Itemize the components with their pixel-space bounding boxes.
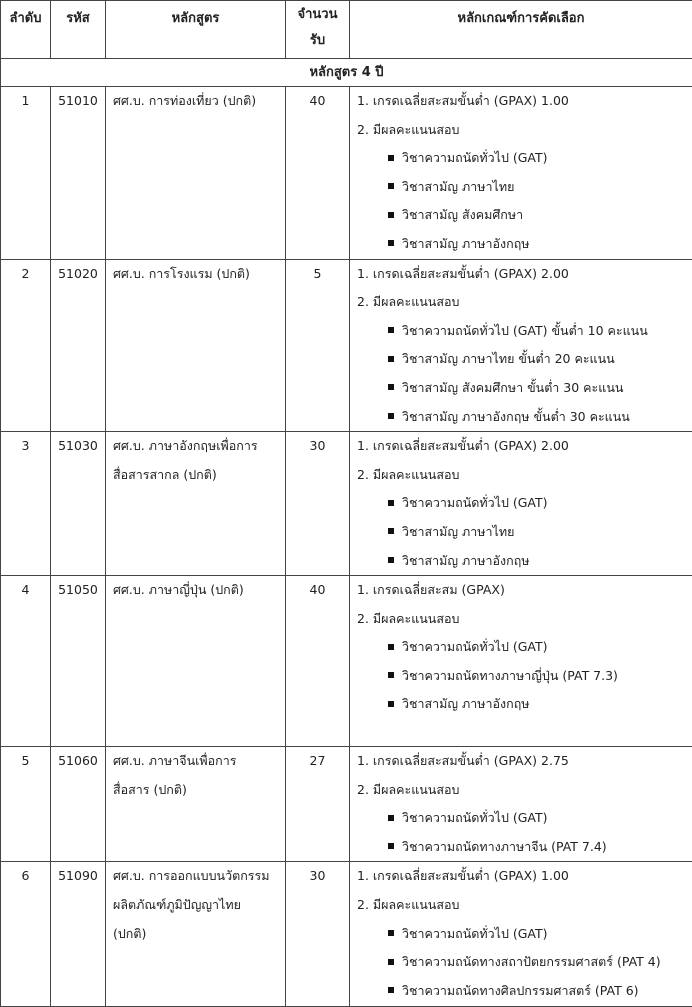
- criteria-gpax: 1. เกรดเฉลี่ยสะสม (GPAX): [357, 576, 692, 605]
- criteria-gpax: 1. เกรดเฉลี่ยสะสมขั้นต่ำ (GPAX) 2.75: [357, 747, 692, 776]
- table-row: [1, 87, 692, 260]
- criteria-subject: [357, 173, 692, 202]
- square-bullet-icon: [388, 672, 394, 678]
- table-row: [1, 259, 692, 432]
- subject-text: วิชาสามัญ ภาษาอังกฤษ: [402, 553, 530, 568]
- row-quota-text: 30: [286, 432, 349, 461]
- row-program: [106, 862, 286, 1007]
- square-bullet-icon: [388, 557, 394, 563]
- square-bullet-icon: [388, 327, 394, 333]
- subject-text: วิชาสามัญ ภาษาไทย: [402, 179, 514, 194]
- row-number: [1, 576, 51, 747]
- criteria-subject: [357, 547, 692, 576]
- row-criteria: [350, 259, 692, 432]
- criteria-exam: 2. มีผลคะแนนสอบ: [357, 776, 692, 805]
- subject-text: วิชาสามัญ สังคมศึกษา ขั้นต่ำ 30 คะแนน: [402, 380, 623, 395]
- header-program: หลักสูตร: [106, 1, 286, 59]
- row-quota-text: 40: [286, 576, 349, 605]
- criteria-subject: [357, 345, 692, 374]
- criteria-exam: 2. มีผลคะแนนสอบ: [357, 116, 692, 145]
- square-bullet-icon: [388, 212, 394, 218]
- row-code: [51, 259, 106, 432]
- row-code-text: 51060: [51, 747, 105, 776]
- row-code-text: 51090: [51, 862, 105, 891]
- program-line: (ปกติ): [113, 920, 285, 949]
- row-number: [1, 259, 51, 432]
- subject-text: วิชาความถนัดทั่วไป (GAT): [402, 926, 548, 941]
- criteria-exam: 2. มีผลคะแนนสอบ: [357, 605, 692, 634]
- row-number-text: 3: [1, 432, 50, 461]
- row-quota: [286, 862, 350, 1007]
- row-quota: [286, 259, 350, 432]
- criteria-exam: 2. มีผลคะแนนสอบ: [357, 288, 692, 317]
- square-bullet-icon: [388, 930, 394, 936]
- criteria-subject: [357, 920, 692, 949]
- program-line: ศศ.บ. ภาษาจีนเพื่อการ: [113, 747, 285, 776]
- subject-text: วิชาสามัญ สังคมศึกษา: [402, 207, 523, 222]
- program-line: สื่อสารสากล (ปกติ): [113, 461, 285, 490]
- row-number-text: 2: [1, 260, 50, 289]
- row-criteria: [350, 862, 692, 1007]
- row-number-text: 6: [1, 862, 50, 891]
- square-bullet-icon: [388, 843, 394, 849]
- row-number: [1, 862, 51, 1007]
- criteria-subject: [357, 374, 692, 403]
- row-number-text: 4: [1, 576, 50, 605]
- criteria-gpax: 1. เกรดเฉลี่ยสะสมขั้นต่ำ (GPAX) 2.00: [357, 432, 692, 461]
- row-quota: [286, 87, 350, 260]
- square-bullet-icon: [388, 356, 394, 362]
- square-bullet-icon: [388, 413, 394, 419]
- row-quota-text: 5: [286, 260, 349, 289]
- square-bullet-icon: [388, 155, 394, 161]
- row-quota: [286, 432, 350, 576]
- criteria-gpax: 1. เกรดเฉลี่ยสะสมขั้นต่ำ (GPAX) 1.00: [357, 862, 692, 891]
- subject-text: วิชาสามัญ ภาษาไทย: [402, 524, 514, 539]
- criteria-subject: [357, 690, 692, 719]
- square-bullet-icon: [388, 644, 394, 650]
- row-criteria: [350, 87, 692, 260]
- program-line: ศศ.บ. การท่องเที่ยว (ปกติ): [113, 87, 285, 116]
- row-code: [51, 432, 106, 576]
- square-bullet-icon: [388, 701, 394, 707]
- row-criteria: [350, 747, 692, 862]
- row-program: [106, 432, 286, 576]
- table-row: [1, 432, 692, 576]
- header-code: รหัส: [51, 1, 106, 59]
- header-quota-line1: จำนวน: [286, 5, 349, 25]
- row-number: [1, 432, 51, 576]
- square-bullet-icon: [388, 500, 394, 506]
- row-number: [1, 87, 51, 260]
- criteria-gpax: 1. เกรดเฉลี่ยสะสมขั้นต่ำ (GPAX) 1.00: [357, 87, 692, 116]
- criteria-subject: [357, 804, 692, 833]
- row-quota-text: 30: [286, 862, 349, 891]
- subject-text: วิชาสามัญ ภาษาไทย ขั้นต่ำ 20 คะแนน: [402, 351, 615, 366]
- row-quota-text: 27: [286, 747, 349, 776]
- program-line: ผลิตภัณฑ์ภูมิปัญญาไทย: [113, 891, 285, 920]
- square-bullet-icon: [388, 183, 394, 189]
- square-bullet-icon: [388, 528, 394, 534]
- row-code: [51, 87, 106, 260]
- row-code: [51, 747, 106, 862]
- row-code-text: 51020: [51, 260, 105, 289]
- subject-text: วิชาความถนัดทั่วไป (GAT): [402, 495, 548, 510]
- row-program: [106, 87, 286, 260]
- criteria-subject: [357, 201, 692, 230]
- table-row: [1, 862, 692, 1007]
- criteria-subject: [357, 144, 692, 173]
- row-quota: [286, 747, 350, 862]
- header-quota-line2: รับ: [286, 31, 349, 51]
- header-no: ลำดับ: [1, 1, 51, 59]
- subject-text: วิชาความถนัดทั่วไป (GAT): [402, 810, 548, 825]
- program-line: ศศ.บ. ภาษาญี่ปุ่น (ปกติ): [113, 576, 285, 605]
- row-code-text: 51010: [51, 87, 105, 116]
- subject-text: วิชาสามัญ ภาษาอังกฤษ: [402, 696, 530, 711]
- criteria-subject: [357, 489, 692, 518]
- row-quota: [286, 576, 350, 747]
- program-line: ศศ.บ. การโรงแรม (ปกติ): [113, 260, 285, 289]
- row-number-text: 1: [1, 87, 50, 116]
- table-row: [1, 576, 692, 747]
- section-title: หลักสูตร 4 ปี: [1, 59, 692, 87]
- subject-text: วิชาสามัญ ภาษาอังกฤษ ขั้นต่ำ 30 คะแนน: [402, 409, 630, 424]
- subject-text: วิชาความถนัดทางภาษาญี่ปุ่น (PAT 7.3): [402, 668, 618, 683]
- section-row: [1, 59, 692, 87]
- program-line: สื่อสาร (ปกติ): [113, 776, 285, 805]
- criteria-subject: [357, 633, 692, 662]
- row-code: [51, 862, 106, 1007]
- row-program: [106, 576, 286, 747]
- criteria-exam: 2. มีผลคะแนนสอบ: [357, 891, 692, 920]
- row-program: [106, 747, 286, 862]
- criteria-subject: [357, 977, 692, 1006]
- square-bullet-icon: [388, 384, 394, 390]
- subject-text: วิชาสามัญ ภาษาอังกฤษ: [402, 236, 530, 251]
- row-quota-text: 40: [286, 87, 349, 116]
- square-bullet-icon: [388, 815, 394, 821]
- subject-text: วิชาความถนัดทั่วไป (GAT): [402, 639, 548, 654]
- row-code-text: 51050: [51, 576, 105, 605]
- header-quota: [286, 1, 350, 59]
- square-bullet-icon: [388, 240, 394, 246]
- criteria-gpax: 1. เกรดเฉลี่ยสะสมขั้นต่ำ (GPAX) 2.00: [357, 260, 692, 289]
- program-line: ศศ.บ. ภาษาอังกฤษเพื่อการ: [113, 432, 285, 461]
- criteria-subject: [357, 948, 692, 977]
- criteria-subject: [357, 403, 692, 432]
- subject-text: วิชาความถนัดทางภาษาจีน (PAT 7.4): [402, 839, 607, 854]
- criteria-subject: [357, 518, 692, 547]
- criteria-subject: [357, 662, 692, 691]
- row-number-text: 5: [1, 747, 50, 776]
- criteria-subject: [357, 317, 692, 346]
- square-bullet-icon: [388, 959, 394, 965]
- row-program: [106, 259, 286, 432]
- row-criteria: [350, 432, 692, 576]
- row-number: [1, 747, 51, 862]
- program-line: ศศ.บ. การออกแบบนวัตกรรม: [113, 862, 285, 891]
- table-row: [1, 747, 692, 862]
- header-row: [1, 1, 692, 59]
- criteria-subject: [357, 230, 692, 259]
- square-bullet-icon: [388, 987, 394, 993]
- criteria-subject: [357, 833, 692, 862]
- row-criteria: [350, 576, 692, 747]
- subject-text: วิชาความถนัดทั่วไป (GAT) ขั้นต่ำ 10 คะแนน: [402, 323, 648, 338]
- row-code: [51, 576, 106, 747]
- subject-text: วิชาความถนัดทั่วไป (GAT): [402, 150, 548, 165]
- subject-text: วิชาความถนัดทางสถาปัตยกรรมศาสตร์ (PAT 4): [402, 954, 661, 969]
- criteria-exam: 2. มีผลคะแนนสอบ: [357, 461, 692, 490]
- subject-text: วิชาความถนัดทางศิลปกรรมศาสตร์ (PAT 6): [402, 983, 639, 998]
- row-code-text: 51030: [51, 432, 105, 461]
- header-criteria: หลักเกณฑ์การคัดเลือก: [350, 1, 692, 59]
